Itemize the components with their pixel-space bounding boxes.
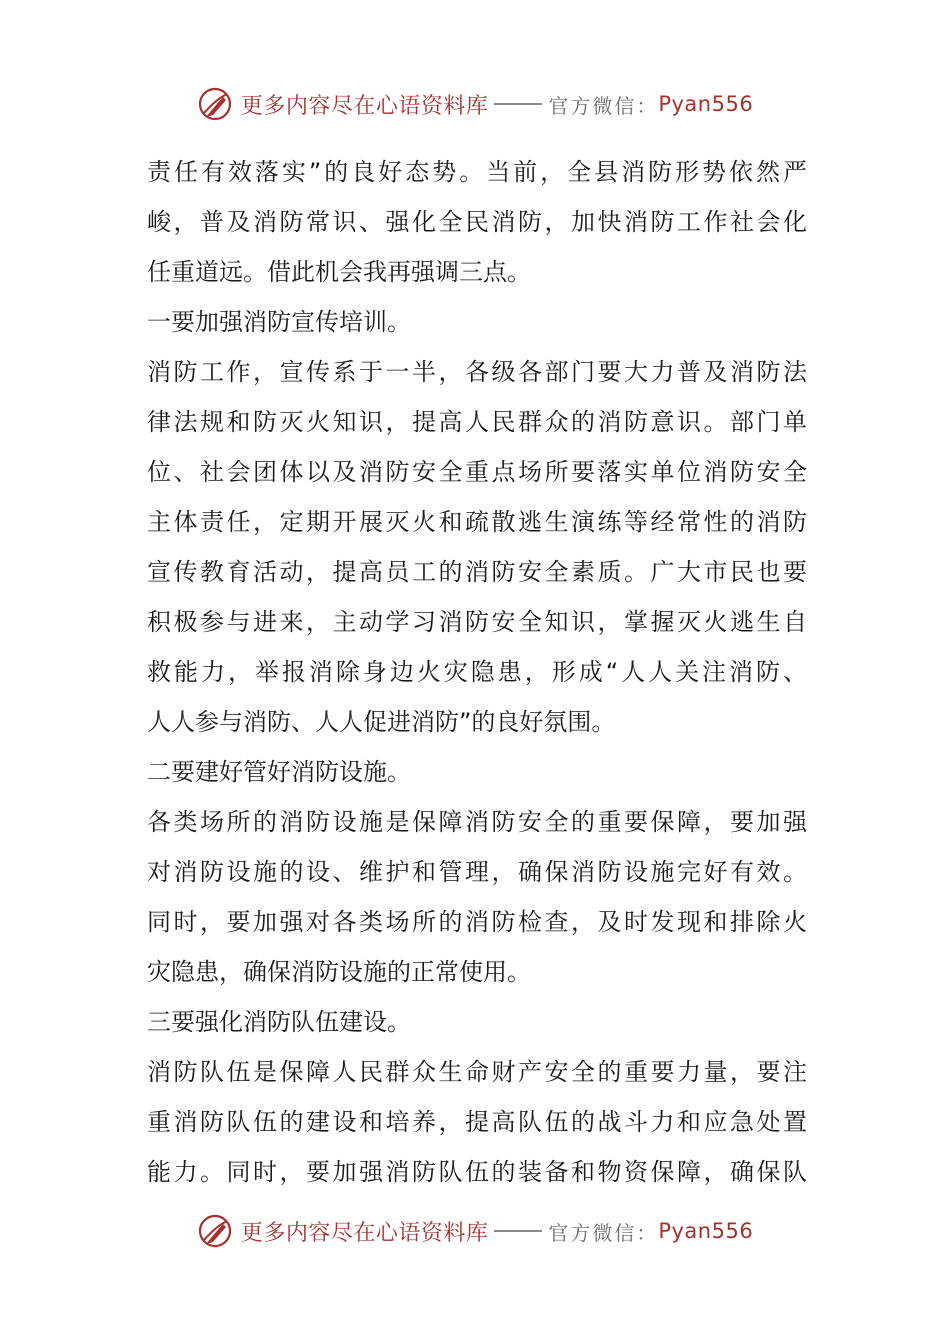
text-line: 重消防队伍的建设和培养，提高队伍的战斗力和应急处置: [147, 1108, 807, 1136]
section-heading: 一要加强消防宣传培训。: [147, 308, 411, 336]
pen-nib-circle-icon: [197, 1213, 233, 1249]
text-line: 峻，普及消防常识、强化全民消防，加快消防工作社会化: [147, 208, 807, 236]
watermark-wechat-id: Pyan556: [658, 1219, 754, 1243]
text-line: 律法规和防灭火知识，提高人民群众的消防意识。部门单: [147, 408, 807, 436]
watermark-brand: 更多内容尽在心语资料库: [240, 1220, 489, 1246]
text-line: 积极参与进来，主动学习消防安全知识，掌握灭火逃生自: [147, 608, 807, 636]
watermark-contact-label: 官方微信：: [548, 93, 659, 118]
text-line: 救能力，举报消除身边火灾隐患，形成“人人关注消防、: [147, 658, 807, 686]
text-line: 消防队伍是保障人民群众生命财产安全的重要力量，要注: [147, 1058, 807, 1086]
text-line: 能力。同时，要加强消防队伍的装备和物资保障，确保队: [147, 1158, 807, 1186]
text-line: 位、社会团体以及消防安全重点场所要落实单位消防安全: [147, 458, 807, 486]
watermark-dash: [494, 1230, 542, 1232]
text-line: 主体责任，定期开展灭火和疏散逃生演练等经常性的消防: [147, 508, 807, 536]
text-line: 宣传教育活动，提高员工的消防安全素质。广大市民也要: [147, 558, 807, 586]
text-line: 灾隐患，确保消防设施的正常使用。: [147, 958, 531, 986]
footer-watermark: [0, 1207, 950, 1255]
text-line: 各类场所的消防设施是保障消防安全的重要保障，要加强: [147, 808, 807, 836]
pen-nib-circle-icon: [197, 86, 233, 122]
watermark-dash: [494, 103, 542, 105]
watermark-wechat-id: Pyan556: [658, 92, 754, 116]
text-line: 任重道远。借此机会我再强调三点。: [147, 258, 531, 286]
text-line: 责任有效落实”的良好态势。当前，全县消防形势依然严: [147, 158, 807, 186]
text-line: 对消防设施的设、维护和管理，确保消防设施完好有效。: [147, 858, 807, 886]
watermark-brand: 更多内容尽在心语资料库: [240, 93, 489, 119]
text-line: 人人参与消防、人人促进消防”的良好氛围。: [147, 708, 616, 736]
section-heading: 三要强化消防队伍建设。: [147, 1008, 411, 1036]
text-line: 消防工作，宣传系于一半，各级各部门要大力普及消防法: [147, 358, 807, 386]
header-watermark: [0, 80, 950, 128]
watermark-contact-label: 官方微信：: [548, 1220, 659, 1245]
text-line: 同时，要加强对各类场所的消防检查，及时发现和排除火: [147, 908, 807, 936]
section-heading: 二要建好管好消防设施。: [147, 758, 411, 786]
document-body: [147, 147, 807, 1197]
